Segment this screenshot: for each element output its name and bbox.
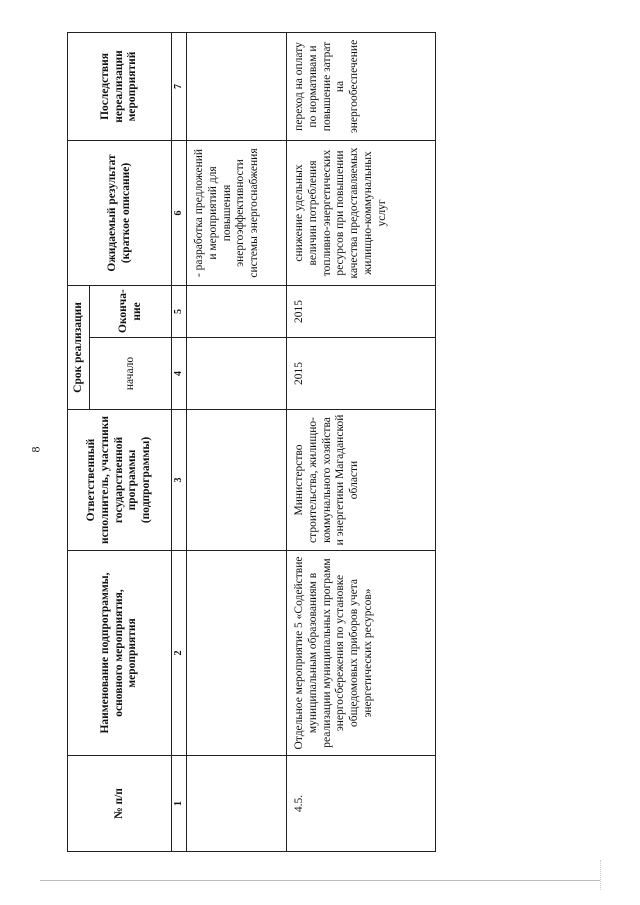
col-number: 3 [172, 410, 187, 551]
scan-edge-line [40, 880, 600, 881]
page-number: 8 [28, 446, 43, 453]
cell-num: 4.5. [287, 756, 436, 852]
col-number: 1 [172, 756, 187, 852]
col-number: 4 [172, 338, 187, 410]
cell-num [187, 756, 287, 852]
cell-start [187, 338, 287, 410]
table-row [187, 32, 287, 851]
header-consequence: Последствия нереализации мероприятий [68, 32, 172, 140]
header-result: Ожидаемый результат (краткое описание) [68, 140, 172, 285]
scan-mark [600, 860, 602, 890]
header-end: Оконча-ние [90, 285, 172, 337]
measures-table [67, 32, 436, 852]
cell-consequence [187, 32, 287, 140]
table-container [67, 33, 436, 852]
header-num: № п/п [68, 756, 172, 852]
table-row [287, 32, 436, 851]
cell-name: Отдельное мероприятие 5 «Содействие муниципальным образованиям в реализации муниципальных программ энергосбережения по установке общедомовых приборов учета энергетических ресурсов» [287, 551, 436, 756]
col-number: 7 [172, 32, 187, 140]
col-number: 2 [172, 551, 187, 756]
cell-executor [187, 410, 287, 551]
cell-consequence: переход на оплату по нормативам и повышение затрат на энергообеспечение [287, 32, 436, 140]
cell-result: снижение удельных величин потребления топливно-энергетических ресурсов при повышении качества предоставляемых жилищно-коммунальных услуг [287, 140, 436, 285]
cell-name [187, 551, 287, 756]
header-executor: Ответственный исполнитель, участники государственной программы (подпрограммы) [68, 410, 172, 551]
cell-end: 2015 [287, 285, 436, 337]
header-name: Наименование подпрограммы, основного мероприятия, мероприятия [68, 551, 172, 756]
col-number: 6 [172, 140, 187, 285]
col-number: 5 [172, 285, 187, 337]
header-start: начало [90, 338, 172, 410]
cell-start: 2015 [287, 338, 436, 410]
cell-executor: Министерство строительства, жилищно-коммунального хозяйства и энергетики Магаданской области [287, 410, 436, 551]
cell-result: - разработка предложений и мероприятий для повышения энергоэффективности системы энергоснабжения [187, 140, 287, 285]
cell-end [187, 285, 287, 337]
header-period: Срок реализации [68, 285, 90, 409]
